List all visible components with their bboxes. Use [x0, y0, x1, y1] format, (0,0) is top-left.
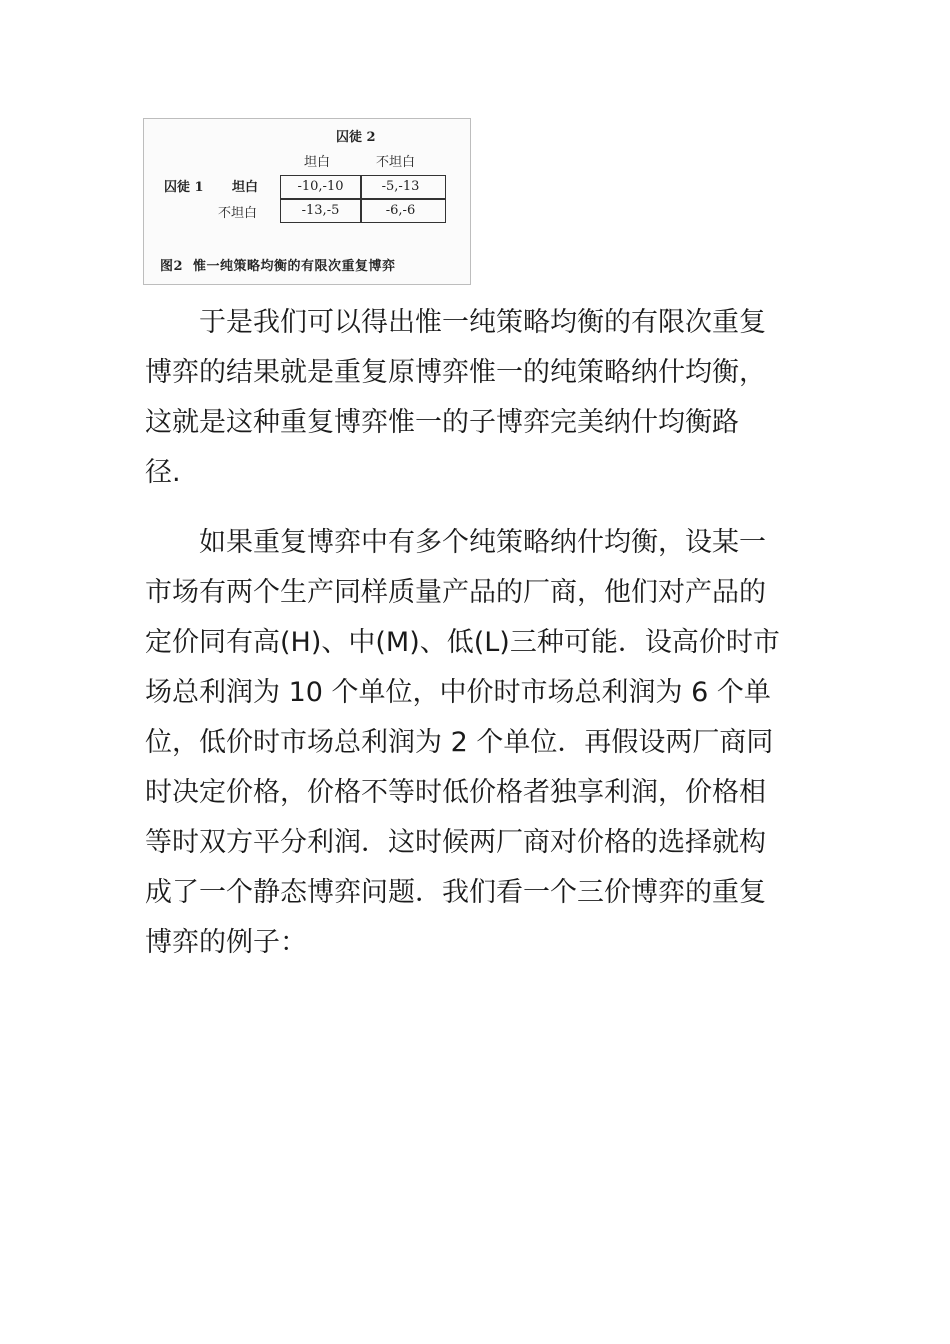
text-line: 时决定价格，价格不等时低价格者独享利润，价格相 — [145, 777, 766, 808]
figure-caption — [160, 255, 396, 274]
text-line: 位，低价时市场总利润为 2 个单位．再假设两厂商同 — [145, 727, 774, 758]
paragraph-2 — [145, 518, 815, 968]
payoff-cell: -6,-6 — [385, 203, 416, 218]
text-line: 博弈的结果就是重复原博弈惟一的纯策略纳什均衡， — [145, 357, 766, 388]
payoff-cell: -10,-10 — [297, 179, 344, 194]
figure-caption-text: 惟一纯策略均衡的有限次重复博弈 — [193, 259, 396, 274]
payoff-cell: -5,-13 — [381, 179, 420, 194]
prisoner-1-label: 囚徒 1 — [164, 180, 204, 195]
text-line: 等时双方平分利润．这时候两厂商对价格的选择就构 — [145, 827, 766, 858]
text-line: 场总利润为 10 个单位，中价时市场总利润为 6 个单 — [145, 677, 771, 708]
payoff-matrix — [280, 175, 446, 223]
text-line: 径. — [145, 457, 181, 488]
column-header-not-confess: 不坦白 — [376, 155, 416, 170]
paragraph-1 — [145, 298, 815, 498]
text-line: 定价同有高(H)、中(M)、低(L)三种可能．设高价时市 — [145, 627, 780, 658]
text-line: 如果重复博弈中有多个纯策略纳什均衡，设某一 — [145, 527, 766, 558]
text-line: 成了一个静态博弈问题．我们看一个三价博弈的重复 — [145, 877, 766, 908]
text-line: 于是我们可以得出惟一纯策略均衡的有限次重复 — [145, 307, 766, 338]
text-line: 博弈的例子： — [145, 927, 307, 958]
column-header-confess: 坦白 — [304, 155, 331, 170]
text-line: 这就是这种重复博弈惟一的子博弈完美纳什均衡路 — [145, 407, 739, 438]
figure-number: 图2 — [160, 259, 184, 274]
prisoner-2-label: 囚徒 2 — [336, 130, 376, 145]
row-header-confess: 坦白 — [232, 180, 259, 195]
payoff-cell: -13,-5 — [301, 203, 340, 218]
row-header-not-confess: 不坦白 — [218, 206, 258, 221]
payoff-matrix-figure — [143, 118, 471, 285]
matrix-divider-horizontal — [281, 198, 445, 200]
text-line: 市场有两个生产同样质量产品的厂商，他们对产品的 — [145, 577, 766, 608]
